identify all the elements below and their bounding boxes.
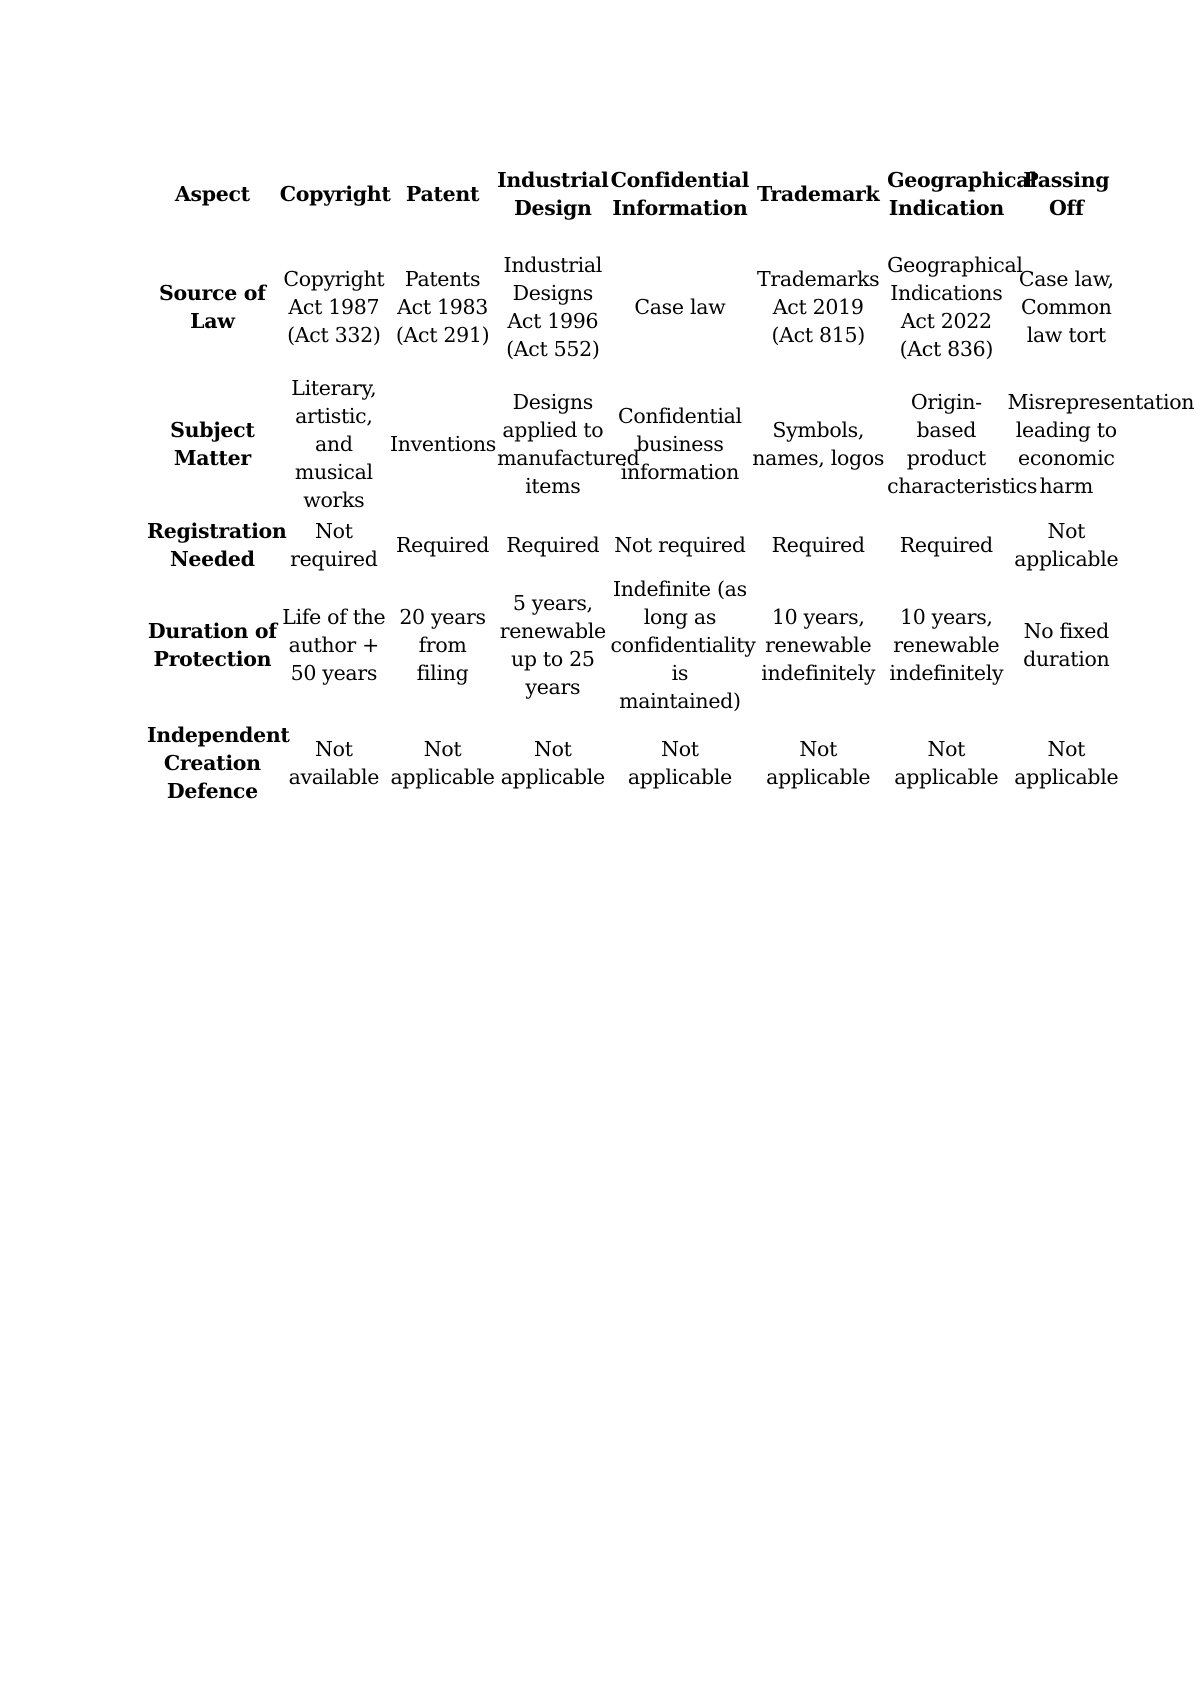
table-cell: Literary, artistic, and musical works — [291, 375, 377, 512]
table-cell: Trademarks Act 2019 (Act 815) — [757, 267, 880, 347]
row-label-subject-matter: Subject Matter — [170, 417, 255, 470]
table-row — [146, 715, 1126, 811]
table-cell: Not applicable — [500, 737, 605, 789]
table-cell: Designs applied to manufactured items — [497, 389, 640, 498]
header-aspect: Aspect — [174, 182, 250, 206]
table-cell: Not applicable — [894, 737, 999, 789]
table-cell: Origin-based product characteristics — [887, 389, 1038, 498]
table-cell: Misrepresentation leading to economic harm — [1007, 389, 1195, 498]
table-cell: Symbols, names, logos — [752, 417, 885, 470]
table-cell: Not applicable — [766, 737, 871, 789]
table-row — [146, 515, 1126, 575]
table-cell: Not applicable — [627, 737, 732, 789]
table-cell: Not required — [290, 519, 378, 571]
table-cell: Not applicable — [1014, 737, 1119, 789]
header-copyright: Copyright — [279, 182, 391, 206]
table-cell: Life of the author + 50 years — [282, 605, 386, 685]
table-cell: 10 years, renewable indefinitely — [889, 605, 1004, 685]
table-cell: 10 years, renewable indefinitely — [761, 605, 876, 685]
table-cell: Copyright Act 1987 (Act 332) — [283, 267, 385, 347]
table-cell: Industrial Designs Act 1996 (Act 552) — [503, 253, 603, 361]
table-cell: Required — [771, 533, 865, 557]
header-passing-off: Passing Off — [1023, 168, 1110, 220]
table-cell: Indefinite (as long as confidentiality is maintained) — [610, 577, 756, 713]
table-row — [146, 242, 1126, 372]
table-cell: Not required — [614, 533, 746, 557]
table-cell: 5 years, renewable up to 25 years — [499, 591, 606, 699]
table-row — [146, 372, 1126, 515]
row-label-duration-of-protection: Duration of Protection — [147, 619, 277, 671]
row-label-registration-needed: Registration Needed — [147, 519, 287, 571]
table-cell: Not applicable — [390, 737, 495, 789]
table-cell: Geographical Indications Act 2022 (Act 836) — [887, 253, 1023, 361]
table-cell: Required — [395, 533, 490, 557]
table-header-row — [146, 146, 1126, 242]
row-label-independent-creation-defence: Independent Creation Defence — [147, 723, 290, 803]
table-cell: Not available — [288, 737, 380, 789]
table-cell: Patents Act 1983 (Act 291) — [395, 267, 490, 347]
table-row — [146, 575, 1126, 715]
header-trademark: Trademark — [756, 182, 880, 206]
table-cell: Inventions — [389, 431, 497, 456]
header-confidential-information: Confidential Information — [610, 168, 750, 220]
table-cell: Case law — [634, 295, 726, 319]
table-cell: Not applicable — [1014, 519, 1119, 571]
table-cell: Required — [899, 533, 993, 557]
row-label-source-of-law: Source of Law — [159, 281, 266, 333]
table-cell: 20 years from filing — [399, 605, 486, 685]
table-cell: Confidential business information — [617, 403, 742, 484]
table-cell: No fixed duration — [1023, 619, 1110, 671]
header-geographical-indication: Geographical Indication — [887, 168, 1037, 220]
ip-comparison-table — [146, 146, 1195, 811]
header-industrial-design: Industrial Design — [497, 168, 609, 220]
header-patent: Patent — [405, 182, 480, 206]
table-cell: Required — [506, 533, 600, 557]
table-cell: Case law, Common law tort — [1018, 267, 1114, 347]
